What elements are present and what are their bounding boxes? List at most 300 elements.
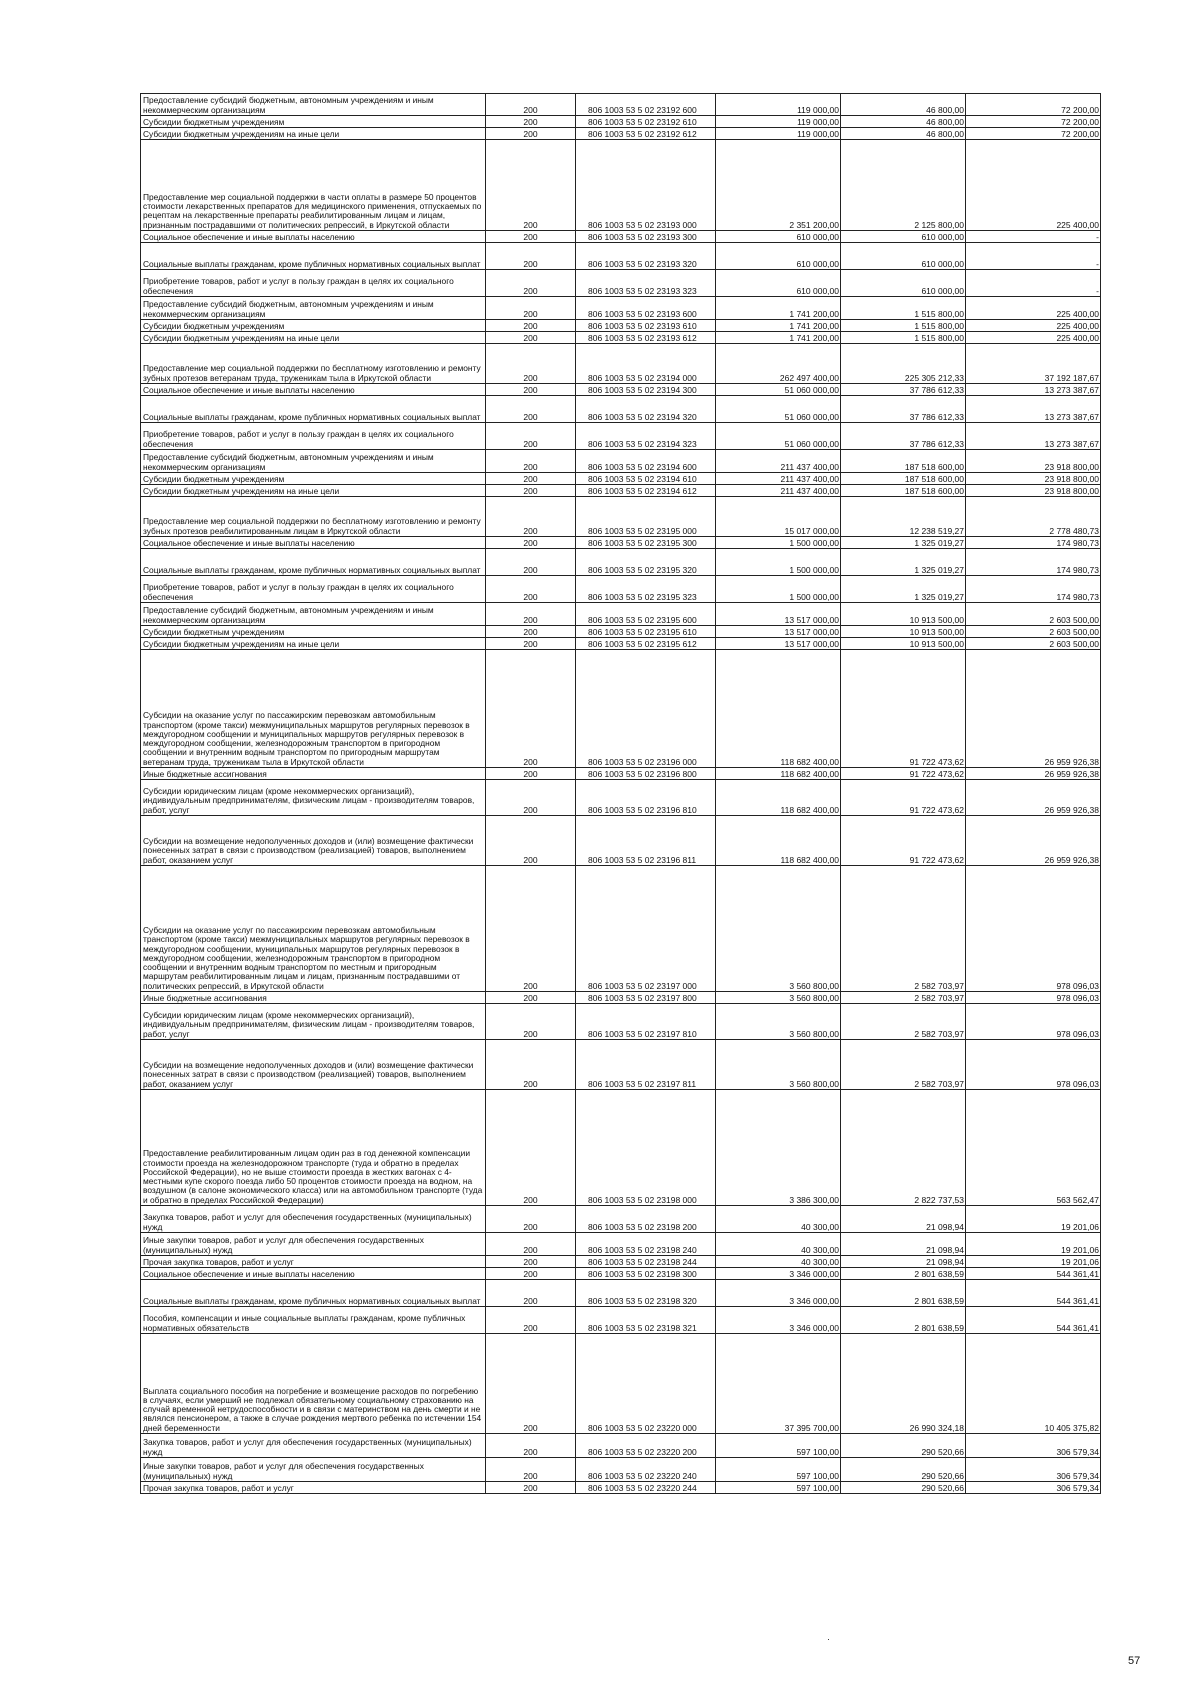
row-approved: 118 682 400,00	[716, 780, 841, 816]
row-executed: 290 520,66	[841, 1482, 966, 1494]
row-approved: 3 560 800,00	[716, 1040, 841, 1090]
row-kbk: 806 1003 53 5 02 23197 000	[576, 866, 716, 992]
row-code: 200	[486, 128, 576, 140]
row-approved: 2 351 200,00	[716, 140, 841, 231]
row-name: Приобретение товаров, работ и услуг в пользу граждан в целях их социального обеспечения	[141, 576, 486, 603]
row-code: 200	[486, 768, 576, 780]
row-code: 200	[486, 866, 576, 992]
table-row	[141, 1458, 1101, 1482]
row-name: Субсидии бюджетным учреждениям на иные цели	[141, 332, 486, 344]
row-name: Социальные выплаты гражданам, кроме публичных нормативных социальных выплат	[141, 396, 486, 423]
row-code: 200	[486, 1434, 576, 1458]
row-kbk: 806 1003 53 5 02 23198 320	[576, 1280, 716, 1307]
table-row	[141, 1307, 1101, 1334]
table-row	[141, 396, 1101, 423]
row-kbk: 806 1003 53 5 02 23197 810	[576, 1004, 716, 1040]
row-kbk: 806 1003 53 5 02 23194 300	[576, 384, 716, 396]
row-unexecuted: 306 579,34	[966, 1434, 1101, 1458]
row-approved: 13 517 000,00	[716, 626, 841, 638]
row-kbk: 806 1003 53 5 02 23198 300	[576, 1268, 716, 1280]
row-kbk: 806 1003 53 5 02 23198 321	[576, 1307, 716, 1334]
row-approved: 1 741 200,00	[716, 297, 841, 320]
row-executed: 37 786 612,33	[841, 396, 966, 423]
table-row	[141, 866, 1101, 992]
row-name: Пособия, компенсации и иные социальные выплаты гражданам, кроме публичных нормативных обязательств	[141, 1307, 486, 1334]
row-kbk: 806 1003 53 5 02 23196 810	[576, 780, 716, 816]
table-row	[141, 243, 1101, 270]
row-unexecuted: 10 405 375,82	[966, 1334, 1101, 1434]
row-name: Субсидии бюджетным учреждениям на иные цели	[141, 485, 486, 497]
row-executed: 187 518 600,00	[841, 450, 966, 473]
row-name: Социальные выплаты гражданам, кроме публичных нормативных социальных выплат	[141, 1280, 486, 1307]
row-name: Приобретение товаров, работ и услуг в пользу граждан в целях их социального обеспечения	[141, 423, 486, 450]
row-unexecuted: 306 579,34	[966, 1458, 1101, 1482]
row-approved: 119 000,00	[716, 128, 841, 140]
row-unexecuted: 225 400,00	[966, 297, 1101, 320]
row-kbk: 806 1003 53 5 02 23198 240	[576, 1233, 716, 1256]
row-executed: 10 913 500,00	[841, 603, 966, 626]
row-name: Социальное обеспечение и иные выплаты населению	[141, 537, 486, 549]
table-row	[141, 1434, 1101, 1458]
row-unexecuted: 225 400,00	[966, 140, 1101, 231]
row-executed: 37 786 612,33	[841, 423, 966, 450]
row-executed: 1 325 019,27	[841, 537, 966, 549]
row-name: Иные закупки товаров, работ и услуг для обеспечения государственных (муниципальных) нужд	[141, 1233, 486, 1256]
row-name: Субсидии на оказание услуг по пассажирским перевозкам автомобильным транспортом (кроме такси) межмуниципальных маршрутов регулярных перевозок в междугородном сообщении и муниципальных маршрутов регулярных перевозок в междугородном сообщении, железнодорожным транспортом в пригородном сообщении и внутренним водным транспортом по пригородным маршрутам ветеранам труда, труженикам тыла в Иркутской области	[141, 650, 486, 768]
row-unexecuted: 978 096,03	[966, 1040, 1101, 1090]
row-executed: 26 990 324,18	[841, 1334, 966, 1434]
row-code: 200	[486, 650, 576, 768]
row-executed: 21 098,94	[841, 1256, 966, 1268]
row-unexecuted: 2 603 500,00	[966, 603, 1101, 626]
row-kbk: 806 1003 53 5 02 23220 200	[576, 1434, 716, 1458]
row-code: 200	[486, 992, 576, 1004]
budget-execution-table	[140, 93, 1101, 1494]
row-kbk: 806 1003 53 5 02 23196 000	[576, 650, 716, 768]
table-row	[141, 1482, 1101, 1494]
row-unexecuted: 13 273 387,67	[966, 423, 1101, 450]
row-kbk: 806 1003 53 5 02 23195 600	[576, 603, 716, 626]
row-executed: 46 800,00	[841, 116, 966, 128]
row-unexecuted: -	[966, 270, 1101, 297]
row-name: Субсидии на возмещение недополученных доходов и (или) возмещение фактически понесенных затрат в связи с производством (реализацией) товаров, выполнением работ, оказанием услуг	[141, 1040, 486, 1090]
row-code: 200	[486, 270, 576, 297]
row-approved: 3 560 800,00	[716, 866, 841, 992]
row-executed: 2 582 703,97	[841, 992, 966, 1004]
table-row	[141, 1040, 1101, 1090]
row-unexecuted: 13 273 387,67	[966, 384, 1101, 396]
row-unexecuted: 26 959 926,38	[966, 780, 1101, 816]
row-executed: 12 238 519,27	[841, 497, 966, 537]
row-unexecuted: 544 361,41	[966, 1268, 1101, 1280]
table-row	[141, 1256, 1101, 1268]
table-row	[141, 1233, 1101, 1256]
row-unexecuted: 13 273 387,67	[966, 396, 1101, 423]
row-executed: 10 913 500,00	[841, 638, 966, 650]
row-executed: 46 800,00	[841, 94, 966, 116]
row-name: Предоставление субсидий бюджетным, автономным учреждениям и иным некоммерческим организациям	[141, 603, 486, 626]
row-unexecuted: -	[966, 231, 1101, 243]
row-name: Прочая закупка товаров, работ и услуг	[141, 1256, 486, 1268]
row-code: 200	[486, 1334, 576, 1434]
row-kbk: 806 1003 53 5 02 23195 612	[576, 638, 716, 650]
table-row	[141, 332, 1101, 344]
row-name: Социальное обеспечение и иные выплаты населению	[141, 384, 486, 396]
row-executed: 91 722 473,62	[841, 816, 966, 866]
table-row	[141, 128, 1101, 140]
row-executed: 1 515 800,00	[841, 297, 966, 320]
row-name: Социальные выплаты гражданам, кроме публичных нормативных социальных выплат	[141, 243, 486, 270]
row-code: 200	[486, 396, 576, 423]
row-unexecuted: 225 400,00	[966, 320, 1101, 332]
table-row	[141, 549, 1101, 576]
row-name: Субсидии бюджетным учреждениям	[141, 626, 486, 638]
row-name: Иные бюджетные ассигнования	[141, 768, 486, 780]
table-row	[141, 423, 1101, 450]
table-body	[141, 94, 1101, 1494]
row-code: 200	[486, 1307, 576, 1334]
row-code: 200	[486, 549, 576, 576]
row-unexecuted: -	[966, 243, 1101, 270]
row-name: Социальное обеспечение и иные выплаты населению	[141, 231, 486, 243]
row-name: Субсидии бюджетным учреждениям	[141, 320, 486, 332]
table-row	[141, 384, 1101, 396]
row-kbk: 806 1003 53 5 02 23194 000	[576, 344, 716, 384]
row-unexecuted: 978 096,03	[966, 1004, 1101, 1040]
row-code: 200	[486, 1233, 576, 1256]
row-name: Предоставление мер социальной поддержки в части оплаты в размере 50 процентов стоимости лекарственных препаратов для медицинского применения, отпускаемых по рецептам на лекарственные препараты реабилитированным лицам и лицам, признанным пострадавшими от политических репрессий, в Иркутской области	[141, 140, 486, 231]
row-code: 200	[486, 231, 576, 243]
row-approved: 51 060 000,00	[716, 384, 841, 396]
row-name: Субсидии бюджетным учреждениям на иные цели	[141, 128, 486, 140]
row-name: Иные бюджетные ассигнования	[141, 992, 486, 1004]
row-name: Предоставление мер социальной поддержки по бесплатному изготовлению и ремонту зубных протезов ветеранам труда, труженикам тыла в Иркутской области	[141, 344, 486, 384]
table-row	[141, 116, 1101, 128]
row-name: Предоставление реабилитированным лицам один раз в год денежной компенсации стоимости проезда на железнодорожном транспорте (туда и обратно в пределах Российской Федерации), но не выше стоимости проезда в жестких вагонах с 4-местными купе скорого поезда либо 50 процентов стоимости проезда на водном, на воздушном (в салоне экономического класса) или на автомобильном транспорте (туда и обратно в пределах Российской Федерации)	[141, 1090, 486, 1206]
row-kbk: 806 1003 53 5 02 23195 320	[576, 549, 716, 576]
table-row	[141, 297, 1101, 320]
row-code: 200	[486, 576, 576, 603]
row-executed: 21 098,94	[841, 1206, 966, 1233]
row-kbk: 806 1003 53 5 02 23194 323	[576, 423, 716, 450]
table-row	[141, 537, 1101, 549]
row-approved: 13 517 000,00	[716, 603, 841, 626]
row-unexecuted: 23 918 800,00	[966, 450, 1101, 473]
row-kbk: 806 1003 53 5 02 23197 811	[576, 1040, 716, 1090]
table-row	[141, 1280, 1101, 1307]
row-kbk: 806 1003 53 5 02 23194 600	[576, 450, 716, 473]
row-code: 200	[486, 423, 576, 450]
row-approved: 3 346 000,00	[716, 1307, 841, 1334]
row-unexecuted: 2 603 500,00	[966, 626, 1101, 638]
row-executed: 91 722 473,62	[841, 650, 966, 768]
table-row	[141, 497, 1101, 537]
row-approved: 118 682 400,00	[716, 816, 841, 866]
row-approved: 1 500 000,00	[716, 576, 841, 603]
row-executed: 1 325 019,27	[841, 549, 966, 576]
row-executed: 1 515 800,00	[841, 332, 966, 344]
table-row	[141, 320, 1101, 332]
row-executed: 21 098,94	[841, 1233, 966, 1256]
row-executed: 91 722 473,62	[841, 780, 966, 816]
row-kbk: 806 1003 53 5 02 23197 800	[576, 992, 716, 1004]
row-kbk: 806 1003 53 5 02 23220 240	[576, 1458, 716, 1482]
row-approved: 1 741 200,00	[716, 332, 841, 344]
row-code: 200	[486, 332, 576, 344]
row-kbk: 806 1003 53 5 02 23198 000	[576, 1090, 716, 1206]
row-code: 200	[486, 638, 576, 650]
row-approved: 211 437 400,00	[716, 485, 841, 497]
row-executed: 10 913 500,00	[841, 626, 966, 638]
table-row	[141, 638, 1101, 650]
row-kbk: 806 1003 53 5 02 23193 610	[576, 320, 716, 332]
row-approved: 610 000,00	[716, 243, 841, 270]
row-code: 200	[486, 816, 576, 866]
table-row	[141, 650, 1101, 768]
row-code: 200	[486, 297, 576, 320]
row-unexecuted: 26 959 926,38	[966, 816, 1101, 866]
table-row	[141, 780, 1101, 816]
row-unexecuted: 306 579,34	[966, 1482, 1101, 1494]
row-code: 200	[486, 116, 576, 128]
row-name: Предоставление субсидий бюджетным, автономным учреждениям и иным некоммерческим организациям	[141, 450, 486, 473]
table-row	[141, 270, 1101, 297]
row-executed: 187 518 600,00	[841, 473, 966, 485]
row-approved: 211 437 400,00	[716, 473, 841, 485]
row-approved: 37 395 700,00	[716, 1334, 841, 1434]
table-row	[141, 1090, 1101, 1206]
row-unexecuted: 978 096,03	[966, 866, 1101, 992]
row-approved: 3 386 300,00	[716, 1090, 841, 1206]
row-kbk: 806 1003 53 5 02 23195 000	[576, 497, 716, 537]
row-kbk: 806 1003 53 5 02 23192 610	[576, 116, 716, 128]
row-executed: 2 582 703,97	[841, 1040, 966, 1090]
row-executed: 290 520,66	[841, 1434, 966, 1458]
table-row	[141, 1268, 1101, 1280]
row-name: Приобретение товаров, работ и услуг в пользу граждан в целях их социального обеспечения	[141, 270, 486, 297]
row-unexecuted: 225 400,00	[966, 332, 1101, 344]
row-approved: 118 682 400,00	[716, 650, 841, 768]
page-number: 57	[1128, 1655, 1141, 1667]
row-approved: 51 060 000,00	[716, 396, 841, 423]
row-kbk: 806 1003 53 5 02 23198 200	[576, 1206, 716, 1233]
row-executed: 46 800,00	[841, 128, 966, 140]
row-code: 200	[486, 1256, 576, 1268]
row-approved: 13 517 000,00	[716, 638, 841, 650]
table-row	[141, 231, 1101, 243]
row-approved: 597 100,00	[716, 1482, 841, 1494]
row-kbk: 806 1003 53 5 02 23193 000	[576, 140, 716, 231]
row-name: Иные закупки товаров, работ и услуг для обеспечения государственных (муниципальных) нужд	[141, 1458, 486, 1482]
table-row	[141, 1004, 1101, 1040]
table-row	[141, 603, 1101, 626]
row-approved: 211 437 400,00	[716, 450, 841, 473]
row-kbk: 806 1003 53 5 02 23194 610	[576, 473, 716, 485]
row-kbk: 806 1003 53 5 02 23198 244	[576, 1256, 716, 1268]
row-code: 200	[486, 497, 576, 537]
row-name: Прочая закупка товаров, работ и услуг	[141, 1482, 486, 1494]
row-approved: 262 497 400,00	[716, 344, 841, 384]
row-kbk: 806 1003 53 5 02 23195 323	[576, 576, 716, 603]
row-unexecuted: 72 200,00	[966, 128, 1101, 140]
row-executed: 290 520,66	[841, 1458, 966, 1482]
row-unexecuted: 19 201,06	[966, 1256, 1101, 1268]
row-unexecuted: 2 778 480,73	[966, 497, 1101, 537]
table-row	[141, 140, 1101, 231]
row-code: 200	[486, 320, 576, 332]
row-unexecuted: 978 096,03	[966, 992, 1101, 1004]
table-row	[141, 485, 1101, 497]
row-executed: 187 518 600,00	[841, 485, 966, 497]
row-code: 200	[486, 243, 576, 270]
row-approved: 3 560 800,00	[716, 1004, 841, 1040]
table-row	[141, 1334, 1101, 1434]
row-unexecuted: 19 201,06	[966, 1206, 1101, 1233]
table-row	[141, 94, 1101, 116]
row-name: Социальное обеспечение и иные выплаты населению	[141, 1268, 486, 1280]
row-kbk: 806 1003 53 5 02 23194 612	[576, 485, 716, 497]
row-code: 200	[486, 1458, 576, 1482]
row-approved: 40 300,00	[716, 1233, 841, 1256]
row-approved: 3 560 800,00	[716, 992, 841, 1004]
row-name: Предоставление субсидий бюджетным, автономным учреждениям и иным некоммерческим организациям	[141, 297, 486, 320]
row-kbk: 806 1003 53 5 02 23193 320	[576, 243, 716, 270]
row-executed: 610 000,00	[841, 231, 966, 243]
row-approved: 119 000,00	[716, 116, 841, 128]
row-code: 200	[486, 1004, 576, 1040]
row-unexecuted: 544 361,41	[966, 1307, 1101, 1334]
row-name: Субсидии бюджетным учреждениям	[141, 473, 486, 485]
row-approved: 1 741 200,00	[716, 320, 841, 332]
row-kbk: 806 1003 53 5 02 23195 610	[576, 626, 716, 638]
row-unexecuted: 544 361,41	[966, 1280, 1101, 1307]
row-code: 200	[486, 626, 576, 638]
row-executed: 2 582 703,97	[841, 866, 966, 992]
page-mark: ·	[827, 1634, 830, 1644]
row-name: Субсидии юридическим лицам (кроме некоммерческих организаций), индивидуальным предпринимателям, физическим лицам - производителям товаров, работ, услуг	[141, 780, 486, 816]
row-executed: 225 305 212,33	[841, 344, 966, 384]
row-name: Субсидии бюджетным учреждениям	[141, 116, 486, 128]
row-approved: 119 000,00	[716, 94, 841, 116]
row-kbk: 806 1003 53 5 02 23193 323	[576, 270, 716, 297]
row-kbk: 806 1003 53 5 02 23193 612	[576, 332, 716, 344]
row-executed: 37 786 612,33	[841, 384, 966, 396]
row-unexecuted: 23 918 800,00	[966, 485, 1101, 497]
row-approved: 610 000,00	[716, 231, 841, 243]
row-unexecuted: 2 603 500,00	[966, 638, 1101, 650]
row-kbk: 806 1003 53 5 02 23192 600	[576, 94, 716, 116]
row-code: 200	[486, 537, 576, 549]
row-executed: 91 722 473,62	[841, 768, 966, 780]
table-row	[141, 344, 1101, 384]
row-unexecuted: 26 959 926,38	[966, 650, 1101, 768]
row-code: 200	[486, 1090, 576, 1206]
row-code: 200	[486, 1482, 576, 1494]
row-name: Субсидии бюджетным учреждениям на иные цели	[141, 638, 486, 650]
table-row	[141, 576, 1101, 603]
row-name: Субсидии юридическим лицам (кроме некоммерческих организаций), индивидуальным предпринимателям, физическим лицам - производителям товаров, работ, услуг	[141, 1004, 486, 1040]
row-approved: 118 682 400,00	[716, 768, 841, 780]
row-code: 200	[486, 1268, 576, 1280]
row-code: 200	[486, 780, 576, 816]
row-approved: 40 300,00	[716, 1256, 841, 1268]
row-unexecuted: 26 959 926,38	[966, 768, 1101, 780]
row-approved: 597 100,00	[716, 1458, 841, 1482]
row-kbk: 806 1003 53 5 02 23220 244	[576, 1482, 716, 1494]
row-executed: 2 582 703,97	[841, 1004, 966, 1040]
row-code: 200	[486, 94, 576, 116]
row-name: Субсидии на возмещение недополученных доходов и (или) возмещение фактически понесенных затрат в связи с производством (реализацией) товаров, выполнением работ, оказанием услуг	[141, 816, 486, 866]
row-unexecuted: 19 201,06	[966, 1233, 1101, 1256]
row-name: Закупка товаров, работ и услуг для обеспечения государственных (муниципальных) нужд	[141, 1434, 486, 1458]
row-unexecuted: 72 200,00	[966, 116, 1101, 128]
row-name: Субсидии на оказание услуг по пассажирским перевозкам автомобильным транспортом (кроме такси) межмуниципальных маршрутов регулярных перевозок в междугородном сообщении, муниципальных маршрутов регулярных перевозок в междугородном сообщении, железнодорожным транспортом в пригородном сообщении и внутренним водным транспортом по местным и пригородным маршрутам реабилитированным лицам и лицам, признанным пострадавшими от политических репрессий, в Иркутской области	[141, 866, 486, 992]
row-executed: 1 325 019,27	[841, 576, 966, 603]
row-approved: 3 346 000,00	[716, 1280, 841, 1307]
row-kbk: 806 1003 53 5 02 23194 320	[576, 396, 716, 423]
table-row	[141, 816, 1101, 866]
row-name: Выплата социального пособия на погребение и возмещение расходов по погребению в случаях, если умерший не подлежал обязательному социальному страхованию на случай временной нетрудоспособности и в связи с материнством на день смерти и не являлся пенсионером, а также в случае рождения мертвого ребенка по истечении 154 дней беременности	[141, 1334, 486, 1434]
row-approved: 610 000,00	[716, 270, 841, 297]
row-unexecuted: 37 192 187,67	[966, 344, 1101, 384]
row-unexecuted: 72 200,00	[966, 94, 1101, 116]
row-code: 200	[486, 1206, 576, 1233]
row-unexecuted: 174 980,73	[966, 549, 1101, 576]
table-row	[141, 992, 1101, 1004]
row-unexecuted: 23 918 800,00	[966, 473, 1101, 485]
row-name: Закупка товаров, работ и услуг для обеспечения государственных (муниципальных) нужд	[141, 1206, 486, 1233]
row-approved: 40 300,00	[716, 1206, 841, 1233]
row-unexecuted: 174 980,73	[966, 576, 1101, 603]
row-code: 200	[486, 384, 576, 396]
row-executed: 2 801 638,59	[841, 1268, 966, 1280]
row-kbk: 806 1003 53 5 02 23192 612	[576, 128, 716, 140]
row-kbk: 806 1003 53 5 02 23193 600	[576, 297, 716, 320]
table-row	[141, 450, 1101, 473]
table-row	[141, 1206, 1101, 1233]
row-name: Предоставление мер социальной поддержки по бесплатному изготовлению и ремонту зубных протезов реабилитированным лицам в Иркутской области	[141, 497, 486, 537]
row-name: Предоставление субсидий бюджетным, автономным учреждениям и иным некоммерческим организациям	[141, 94, 486, 116]
row-approved: 1 500 000,00	[716, 537, 841, 549]
row-executed: 2 801 638,59	[841, 1307, 966, 1334]
row-kbk: 806 1003 53 5 02 23196 800	[576, 768, 716, 780]
row-code: 200	[486, 1280, 576, 1307]
row-kbk: 806 1003 53 5 02 23220 000	[576, 1334, 716, 1434]
row-executed: 2 125 800,00	[841, 140, 966, 231]
row-executed: 2 801 638,59	[841, 1280, 966, 1307]
table-row	[141, 626, 1101, 638]
row-executed: 610 000,00	[841, 270, 966, 297]
row-code: 200	[486, 450, 576, 473]
row-executed: 1 515 800,00	[841, 320, 966, 332]
row-unexecuted: 174 980,73	[966, 537, 1101, 549]
row-kbk: 806 1003 53 5 02 23193 300	[576, 231, 716, 243]
row-executed: 2 822 737,53	[841, 1090, 966, 1206]
row-approved: 597 100,00	[716, 1434, 841, 1458]
row-approved: 3 346 000,00	[716, 1268, 841, 1280]
row-approved: 15 017 000,00	[716, 497, 841, 537]
row-code: 200	[486, 485, 576, 497]
row-approved: 1 500 000,00	[716, 549, 841, 576]
row-code: 200	[486, 1040, 576, 1090]
row-name: Социальные выплаты гражданам, кроме публичных нормативных социальных выплат	[141, 549, 486, 576]
row-code: 200	[486, 140, 576, 231]
table-row	[141, 768, 1101, 780]
row-kbk: 806 1003 53 5 02 23195 300	[576, 537, 716, 549]
row-executed: 610 000,00	[841, 243, 966, 270]
row-code: 200	[486, 603, 576, 626]
row-approved: 51 060 000,00	[716, 423, 841, 450]
